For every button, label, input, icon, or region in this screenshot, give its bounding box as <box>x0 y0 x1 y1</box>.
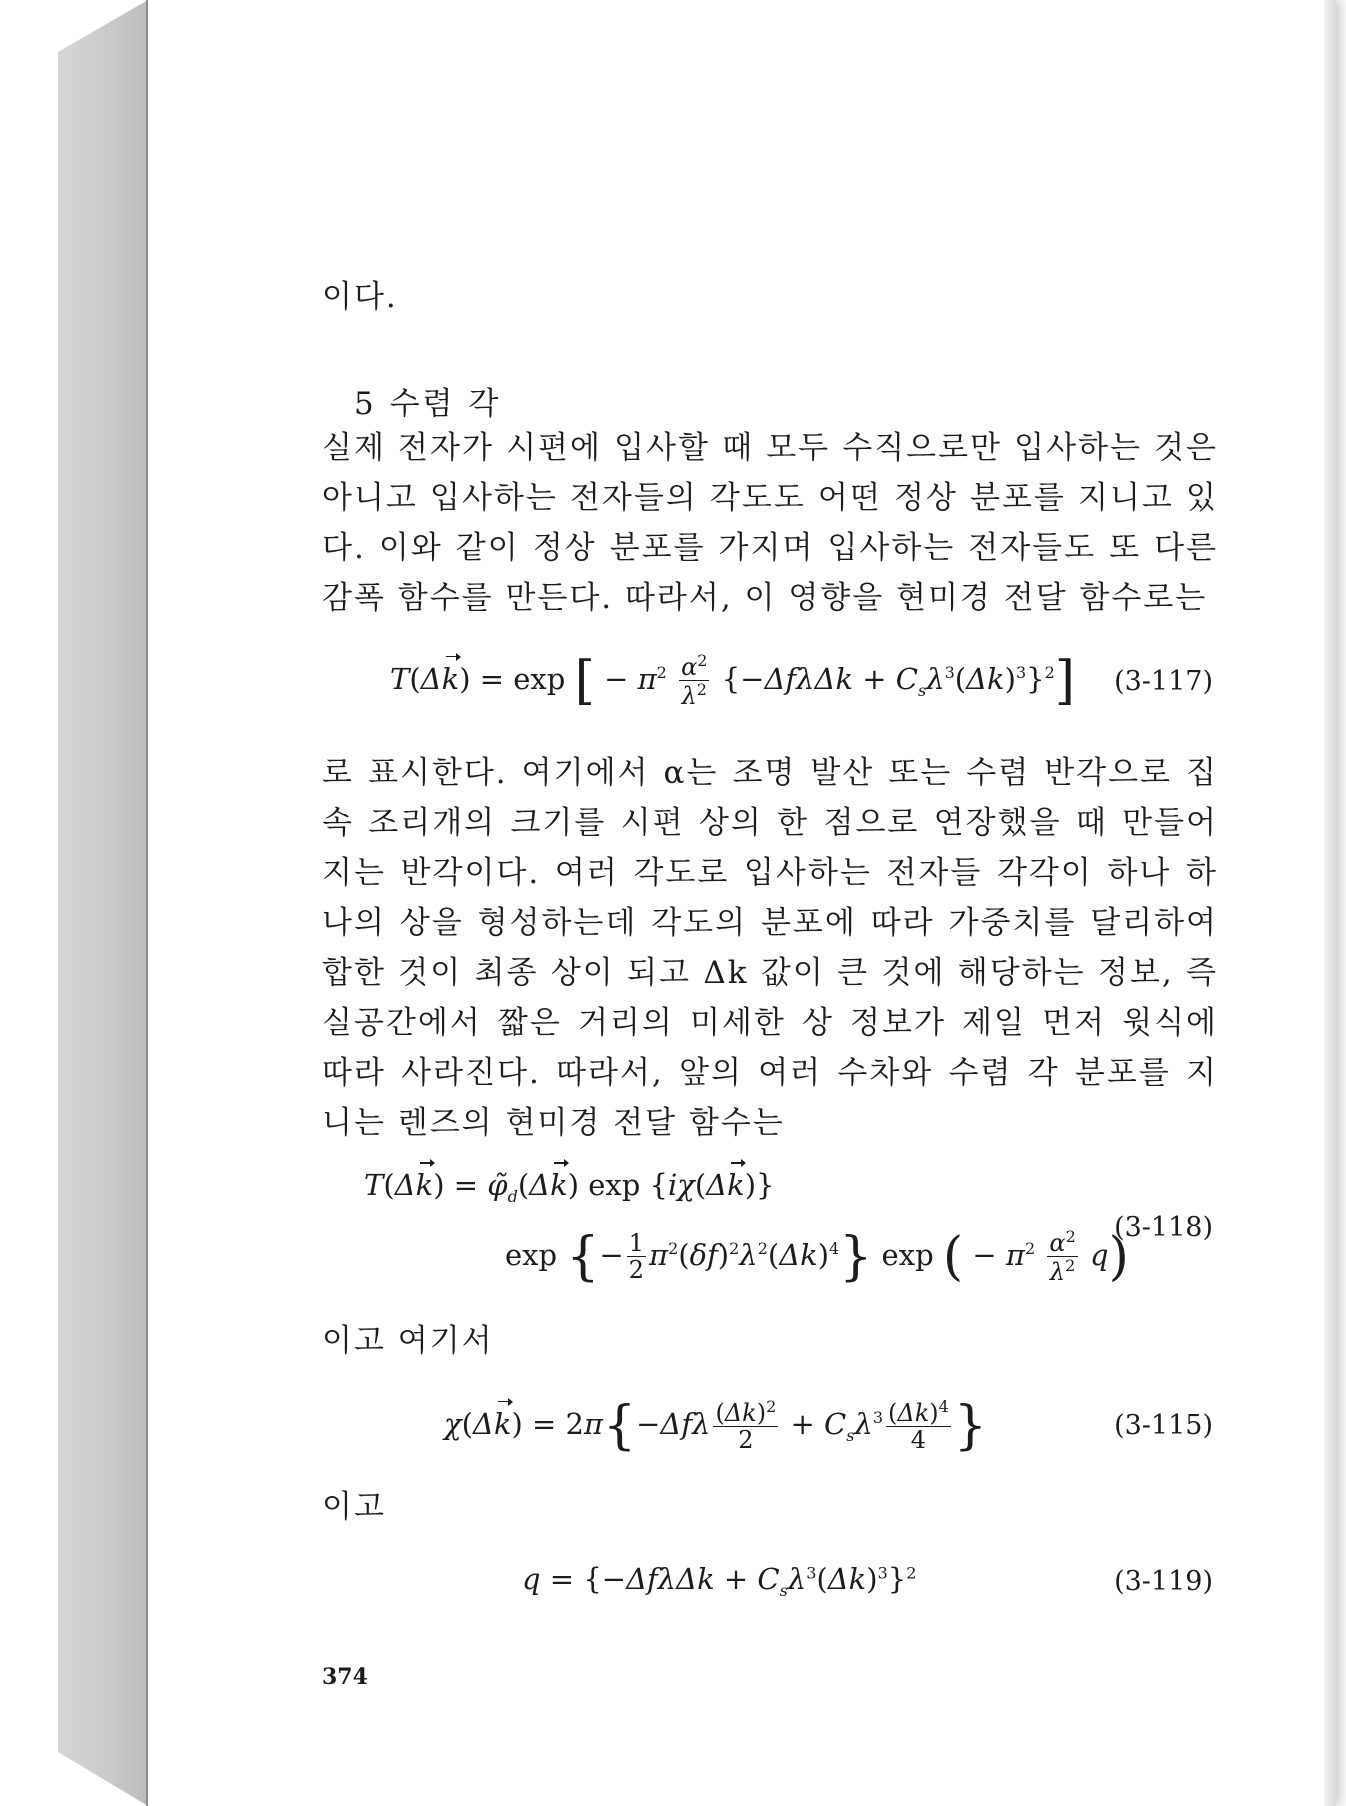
book-spine <box>58 0 148 1806</box>
equation-3-115: χ(Δk) = 2π{−Δfλ $\frac{(\Delta k)^2}{2}$ + $C_s\lambda^3$ $\frac{(\Delta k)^4}{4}$ } <box>444 1395 987 1456</box>
paragraph-4-block <box>322 1482 1218 1532</box>
intro-text-block <box>322 272 1218 322</box>
page-edge <box>1324 0 1336 1806</box>
equation-3-119: $q = \{-\Delta f\lambda\Delta k + C_s\lambda^3(\Delta k)^3\}^2$ <box>522 1562 917 1600</box>
equation-3-117: T(Δk) = exp [ − $\pi^2$ $\frac{\alpha^2}{\lambda^2}$ $\{-\Delta f\lambda\Delta k + C_s\lambda^3(\Delta k)^3\}^2$] <box>390 650 1076 711</box>
intro-text: 이다. <box>322 279 398 315</box>
equation-number-3-118: (3-118) <box>1114 1212 1213 1243</box>
paragraph-1-block <box>322 423 1218 623</box>
paragraph-4: 이고 <box>322 1489 386 1525</box>
paragraph-3: 이고 여기서 <box>322 1323 494 1359</box>
paragraph-2-block <box>322 748 1218 1148</box>
page-number: 374 <box>322 1664 368 1690</box>
equation-3-118-line-1: $T(\Delta k) = \varphĩ_d(\Delta k)$ exp {iχ(Δk)} <box>364 1168 775 1206</box>
equation-3-118-line-2: exp {− $\frac{1}{2}$ $\pi^2(\delta f)^2\lambda^2(\Delta k)^4$} exp ( − $\pi^2$ $\frac{\alpha^2}{\lambda^2}$ q) <box>505 1226 1129 1287</box>
equation-number-3-117: (3-117) <box>1114 666 1213 697</box>
paragraph-3-block <box>322 1316 1218 1366</box>
paragraph-1: 실제 전자가 시편에 입사할 때 모두 수직으로만 입사하는 것은 아니고 입사하는 전자들의 각도도 어떤 정상 분포를 지니고 있다. 이와 같이 정상 분포를 가지며 입사하는 전자들도 또 다른 감폭 함수를 만든다. 따라서, 이 영향을 현미경 전달 함수로는 <box>322 430 1218 616</box>
section-heading: 5 수렴 각 <box>354 386 502 422</box>
equation-number-3-115: (3-115) <box>1114 1410 1213 1441</box>
paragraph-2: 로 표시한다. 여기에서 α는 조명 발산 또는 수렴 반각으로 집속 조리개의 크기를 시편 상의 한 점으로 연장했을 때 만들어지는 반각이다. 여러 각도로 입사하는 전자들 각각이 하나 하나의 상을 형성하는데 각도의 분포에 따라 가중치를 달리하여 합한 것이 최종 상이 되고 Δk 값이 큰 것에 해당하는 정보, 즉 실공간에서 짧은 거리의 미세한 상 정보가 제일 먼저 윗식에 따라 사라진다. 따라서, 앞의 여러 수차와 수렴 각 분포를 지니는 렌즈의 현미경 전달 함수는 <box>322 755 1218 1141</box>
equation-number-3-119: (3-119) <box>1114 1566 1213 1597</box>
